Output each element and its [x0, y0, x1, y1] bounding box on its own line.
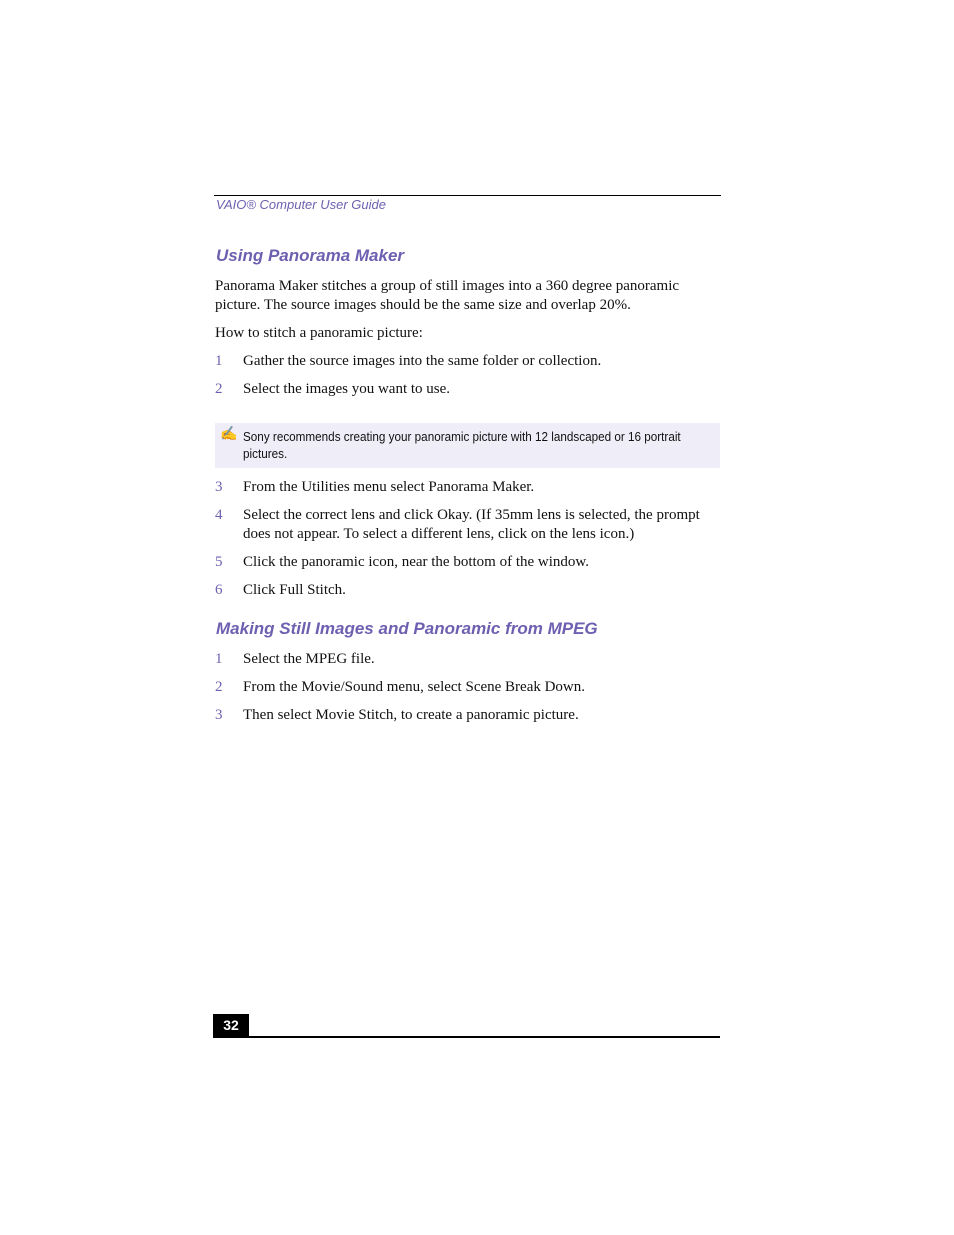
step-text: Gather the source images into the same folder or collection. — [243, 353, 602, 369]
step-text: Select the MPEG file. — [243, 651, 375, 667]
footer-rule — [213, 1036, 720, 1038]
step-text: Click the panoramic icon, near the bottom of the window. — [243, 554, 590, 570]
section-title-mpeg: Making Still Images and Panoramic from MPEG — [216, 619, 598, 638]
step-number: 2 — [215, 381, 223, 397]
page-number: 32 — [213, 1014, 249, 1037]
step-text: From the Movie/Sound menu, select Scene Break Down. — [243, 679, 586, 695]
list-item — [215, 678, 720, 697]
step-number: 2 — [215, 679, 223, 695]
step-number: 5 — [215, 554, 223, 570]
running-title: VAIO® Computer User Guide — [216, 197, 386, 212]
step-number: 6 — [215, 582, 223, 598]
list-item — [215, 506, 720, 544]
note-text: Sony recommends creating your panoramic picture with 12 landscaped or 16 portrait pictures. — [243, 429, 681, 461]
lead-paragraph: How to stitch a panoramic picture: — [215, 325, 423, 341]
note-box — [215, 423, 720, 468]
list-item — [215, 380, 720, 399]
step-text: From the Utilities menu select Panorama Maker. — [243, 479, 535, 495]
step-number: 3 — [215, 479, 223, 495]
step-number: 4 — [215, 507, 223, 523]
step-text: Select the images you want to use. — [243, 381, 451, 397]
list-item — [215, 581, 720, 600]
header-rule — [214, 195, 721, 196]
list-item — [215, 650, 720, 669]
step-number: 3 — [215, 707, 223, 723]
list-item — [215, 478, 720, 497]
step-number: 1 — [215, 353, 223, 369]
intro-paragraph: Panorama Maker stitches a group of still images into a 360 degree panoramic picture. The source images should be the same size and overlap 20%. — [215, 278, 680, 313]
section-title-panorama-maker: Using Panorama Maker — [216, 246, 405, 265]
list-item — [215, 553, 720, 572]
step-text: Select the correct lens and click Okay. (If 35mm lens is selected, the prompt does not appear. To select a different lens, click on the lens icon.) — [243, 507, 700, 542]
step-text: Then select Movie Stitch, to create a panoramic picture. — [243, 707, 579, 723]
step-number: 1 — [215, 651, 223, 667]
pencil-note-icon: ✍ — [220, 427, 238, 442]
list-item — [215, 352, 720, 371]
list-item — [215, 706, 720, 725]
step-text: Click Full Stitch. — [243, 582, 346, 598]
